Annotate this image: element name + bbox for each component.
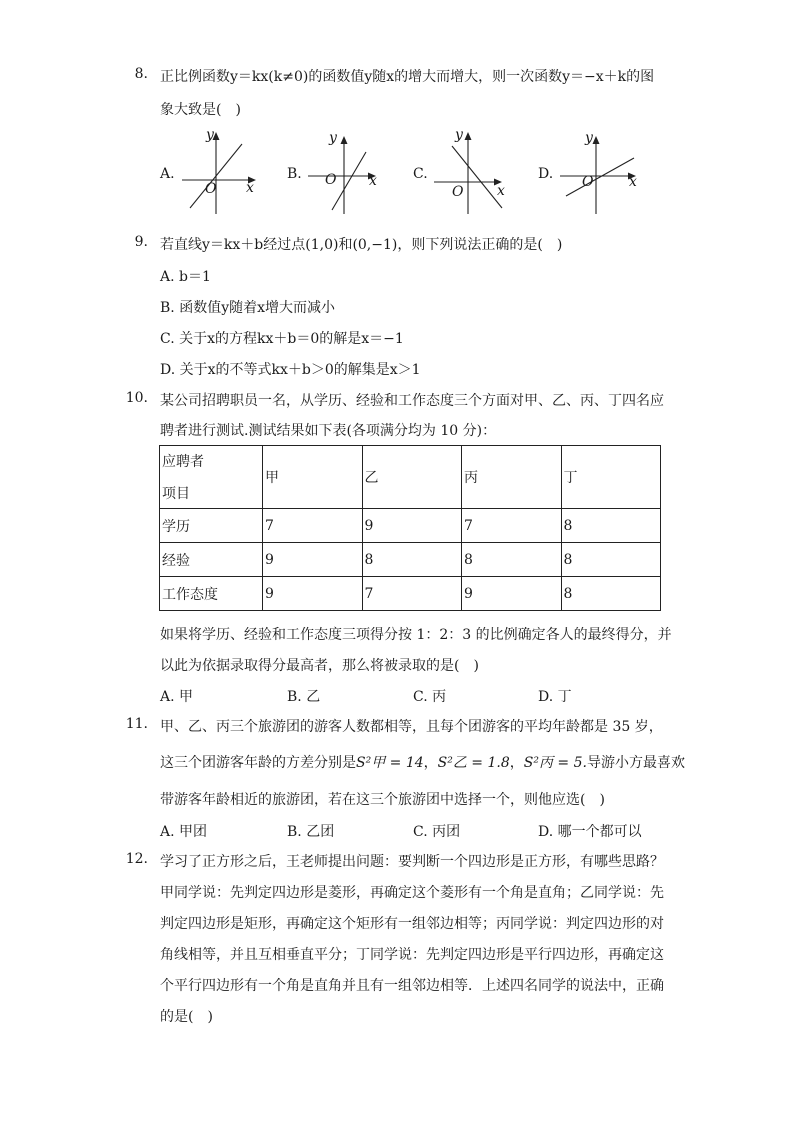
table-cell: 8: [561, 509, 661, 543]
q10-option-d: D. 丁: [538, 689, 572, 705]
separator: ，: [423, 755, 438, 771]
q8-number: 8.: [134, 66, 148, 82]
q11-line2-prefix: 这三个团游客年龄的方差分别是: [160, 755, 356, 771]
q10-stem-line2: 聘者进行测试.测试结果如下表(各项满分均为 10 分)：: [160, 423, 497, 439]
q12-number: 12.: [125, 851, 148, 867]
table-cell: 9: [462, 577, 562, 611]
q11-option-b: B. 乙团: [287, 824, 335, 840]
row-label: 工作态度: [160, 577, 263, 611]
q9-stem: 若直线y＝kx＋b经过点(1,0)和(0,−1)，则下列说法正确的是( ): [160, 237, 563, 253]
q12-line-4: 角线相等，并且互相垂直平分；丁同学说：先判定四边形是平行四边形，再确定这: [160, 947, 664, 963]
corner-top-label: 应聘者: [162, 454, 204, 470]
q8-b-y-label: y: [329, 130, 337, 146]
table-cell: 9: [263, 543, 363, 577]
graph-line: [566, 158, 634, 196]
q11-stem-line3: 带游客年龄相近的旅游团，若在这三个旅游团中选择一个，则他应选( ): [160, 792, 605, 808]
q8-c-x-label: x: [497, 183, 505, 199]
table-cell: 7: [263, 509, 363, 543]
q8-b-origin-label: O: [325, 172, 337, 188]
table-cell: 7: [462, 509, 562, 543]
y-axis-arrow: [593, 136, 600, 144]
q8-graph-b: [302, 130, 394, 216]
q11-stem-line2: [160, 752, 685, 772]
table-row: [160, 577, 661, 611]
q8-c-y-label: y: [455, 127, 463, 143]
q8-graph-c: [428, 126, 520, 216]
q8-stem-line2: 象大致是( ): [160, 102, 241, 118]
table-cell: 9: [362, 509, 462, 543]
q8-a-origin-label: O: [205, 181, 217, 197]
table-row: [160, 543, 661, 577]
q12-line-3: 判定四边形是矩形，再确定这个矩形有一组邻边相等；丙同学说：判定四边形的对: [160, 916, 664, 932]
q11-option-c: C. 丙团: [413, 824, 461, 840]
q10-stem-line1: 某公司招聘职员一名，从学历、经验和工作态度三个方面对甲、乙、丙、丁四名应: [160, 393, 664, 409]
table-cell: 8: [561, 577, 661, 611]
y-axis-arrow: [465, 132, 472, 140]
q10-after-line1: 如果将学历、经验和工作态度三项得分按 1：2：3 的比例确定各人的最终得分，并: [160, 627, 672, 643]
corner-cell: [160, 446, 263, 509]
table-row: [160, 509, 661, 543]
column-header-jia: 甲: [263, 446, 363, 509]
q8-option-d-label: D.: [538, 166, 554, 182]
q11-option-d: D. 哪一个都可以: [538, 824, 642, 840]
table-cell: 8: [362, 543, 462, 577]
table-cell: 9: [263, 577, 363, 611]
variance-jia: S²甲 = 14: [356, 755, 424, 771]
q8-option-c-label: C.: [413, 166, 428, 182]
separator: ，: [509, 755, 524, 771]
q9-option-d: D. 关于x的不等式kx＋b＞0的解集是x＞1: [160, 362, 421, 378]
table-cell: 7: [362, 577, 462, 611]
q12-line-1: 学习了正方形之后，王老师提出问题：要判断一个四边形是正方形，有哪些思路？: [160, 854, 664, 870]
q8-c-origin-label: O: [452, 184, 464, 200]
table-cell: 8: [462, 543, 562, 577]
q12-line-5: 个平行四边形有一个角是直角并且有一组邻边相等．上述四名同学的说法中，正确: [160, 978, 664, 994]
q8-option-b-label: B.: [287, 166, 302, 182]
q9-number: 9.: [134, 234, 148, 250]
q8-stem-line1: 正比例函数y＝kx(k≠0)的函数值y随x的增大而增大，则一次函数y＝−x＋k的图: [160, 69, 655, 85]
q10-after-line2: 以此为依据录取得分最高者，那么将被录取的是( ): [160, 658, 479, 674]
row-label: 经验: [160, 543, 263, 577]
q10-option-b: B. 乙: [287, 689, 321, 705]
q10-number: 10.: [125, 390, 148, 406]
q12-line-6: 的是( ): [160, 1009, 213, 1025]
variance-bing: S²丙 = 5.: [523, 755, 587, 771]
q9-option-b: B. 函数值y随着x增大而减小: [160, 300, 335, 316]
corner-bottom-label: 项目: [162, 486, 190, 502]
variance-yi: S²乙 = 1.8: [437, 755, 510, 771]
row-label: 学历: [160, 509, 263, 543]
q9-option-c: C. 关于x的方程kx＋b＝0的解是x＝−1: [160, 331, 404, 347]
graph-line: [332, 152, 366, 210]
table-header-row: [160, 446, 661, 509]
q8-a-y-label: y: [206, 127, 214, 143]
q9-option-a: A. b＝1: [160, 269, 211, 285]
q8-graph-a: [176, 126, 268, 216]
q12-line-2: 甲同学说：先判定四边形是菱形，再确定这个菱形有一个角是直角；乙同学说：先: [160, 885, 664, 901]
score-table: [159, 445, 661, 611]
column-header-ding: 丁: [561, 446, 661, 509]
q8-option-a-label: A.: [160, 166, 175, 182]
q11-stem-line1: 甲、乙、丙三个旅游团的游客人数都相等，且每个团游客的平均年龄都是 35 岁，: [160, 719, 663, 735]
q10-option-c: C. 丙: [413, 689, 447, 705]
q8-d-x-label: x: [629, 174, 637, 190]
q8-graph-d: [554, 130, 646, 216]
q8-b-x-label: x: [369, 173, 377, 189]
table-cell: 8: [561, 543, 661, 577]
q8-d-origin-label: O: [582, 174, 594, 190]
q8-a-x-label: x: [246, 180, 254, 196]
column-header-bing: 丙: [462, 446, 562, 509]
q11-number: 11.: [125, 716, 148, 732]
column-header-yi: 乙: [362, 446, 462, 509]
q11-option-a: A. 甲团: [160, 824, 208, 840]
q11-line2-suffix: 导游小方最喜欢: [586, 755, 685, 771]
y-axis-arrow: [341, 136, 348, 144]
q8-d-y-label: y: [585, 130, 593, 146]
q10-option-a: A. 甲: [160, 689, 194, 705]
